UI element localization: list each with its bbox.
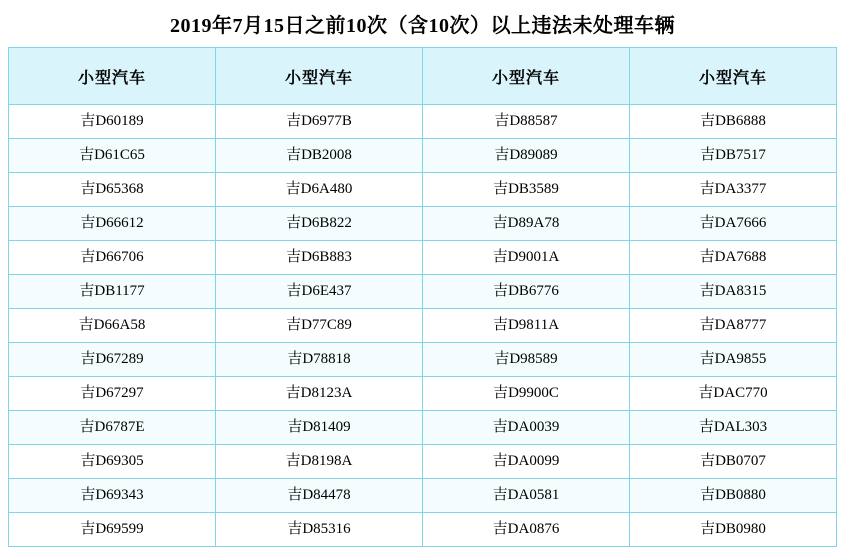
plate-cell: 吉D9811A: [423, 309, 630, 343]
plate-cell: 吉DA9855: [630, 343, 837, 377]
plate-cell: 吉D6787E: [9, 411, 216, 445]
plate-cell: 吉D69343: [9, 479, 216, 513]
column-header-1: 小型汽车: [9, 48, 216, 105]
plate-cell: 吉DB1177: [9, 275, 216, 309]
plate-cell: 吉DB6776: [423, 275, 630, 309]
plate-cell: 吉DAC770: [630, 377, 837, 411]
table-row: [9, 275, 837, 309]
table-row: [9, 343, 837, 377]
plate-cell: 吉D98589: [423, 343, 630, 377]
plate-cell: 吉DA0099: [423, 445, 630, 479]
plate-cell: 吉D89089: [423, 139, 630, 173]
plate-cell: 吉D69305: [9, 445, 216, 479]
plate-cell: 吉D81409: [216, 411, 423, 445]
table-body: [9, 105, 837, 547]
plate-cell: 吉DB7517: [630, 139, 837, 173]
plate-cell: 吉D66612: [9, 207, 216, 241]
plate-cell: 吉DB0707: [630, 445, 837, 479]
plate-cell: 吉DB3589: [423, 173, 630, 207]
plate-cell: 吉DB0980: [630, 513, 837, 547]
plate-cell: 吉D61C65: [9, 139, 216, 173]
plate-cell: 吉D9900C: [423, 377, 630, 411]
table-row: [9, 479, 837, 513]
plate-cell: 吉DA8777: [630, 309, 837, 343]
table-row: [9, 173, 837, 207]
violation-vehicle-table: [8, 47, 837, 547]
column-header-2: 小型汽车: [216, 48, 423, 105]
plate-cell: 吉DA8315: [630, 275, 837, 309]
plate-cell: 吉D6B883: [216, 241, 423, 275]
plate-cell: 吉D77C89: [216, 309, 423, 343]
plate-cell: 吉D84478: [216, 479, 423, 513]
table-row: [9, 513, 837, 547]
table-row: [9, 105, 837, 139]
plate-cell: 吉DA7666: [630, 207, 837, 241]
plate-cell: 吉D8123A: [216, 377, 423, 411]
table-row: [9, 241, 837, 275]
column-header-3: 小型汽车: [423, 48, 630, 105]
table-row: [9, 445, 837, 479]
plate-cell: 吉D89A78: [423, 207, 630, 241]
plate-cell: 吉D6977B: [216, 105, 423, 139]
plate-cell: 吉D6B822: [216, 207, 423, 241]
plate-cell: 吉DB6888: [630, 105, 837, 139]
plate-cell: 吉DA3377: [630, 173, 837, 207]
table-header-row: [9, 48, 837, 105]
table-row: [9, 377, 837, 411]
plate-cell: 吉D69599: [9, 513, 216, 547]
table-row: [9, 309, 837, 343]
plate-cell: 吉DAL303: [630, 411, 837, 445]
plate-cell: 吉D67289: [9, 343, 216, 377]
plate-cell: 吉DB2008: [216, 139, 423, 173]
column-header-4: 小型汽车: [630, 48, 837, 105]
table-container: [0, 47, 845, 547]
plate-cell: 吉D67297: [9, 377, 216, 411]
plate-cell: 吉DA0039: [423, 411, 630, 445]
table-header: [9, 48, 837, 105]
plate-cell: 吉D60189: [9, 105, 216, 139]
plate-cell: 吉D6E437: [216, 275, 423, 309]
plate-cell: 吉DA7688: [630, 241, 837, 275]
plate-cell: 吉DB0880: [630, 479, 837, 513]
page-title: 2019年7月15日之前10次（含10次）以上违法未处理车辆: [170, 15, 675, 37]
plate-cell: 吉D9001A: [423, 241, 630, 275]
plate-cell: 吉DA0876: [423, 513, 630, 547]
table-row: [9, 139, 837, 173]
plate-cell: 吉DA0581: [423, 479, 630, 513]
plate-cell: 吉D85316: [216, 513, 423, 547]
table-row: [9, 207, 837, 241]
plate-cell: 吉D66706: [9, 241, 216, 275]
plate-cell: 吉D88587: [423, 105, 630, 139]
plate-cell: 吉D6A480: [216, 173, 423, 207]
plate-cell: 吉D8198A: [216, 445, 423, 479]
plate-cell: 吉D78818: [216, 343, 423, 377]
plate-cell: 吉D65368: [9, 173, 216, 207]
plate-cell: 吉D66A58: [9, 309, 216, 343]
table-row: [9, 411, 837, 445]
